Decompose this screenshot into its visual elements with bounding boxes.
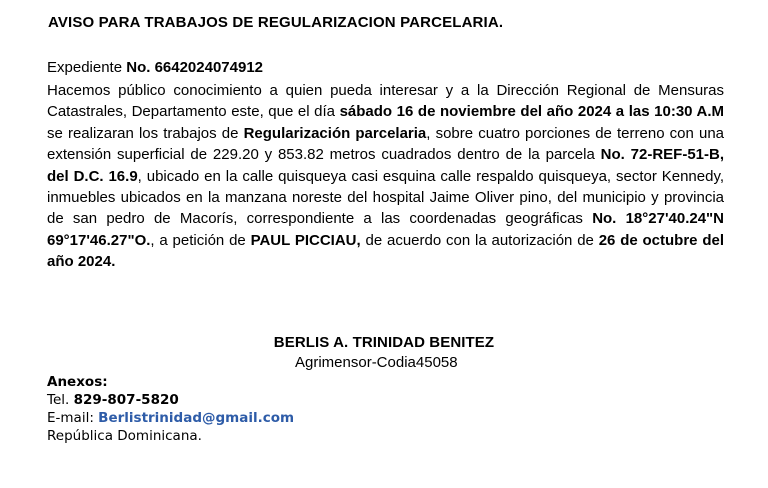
body-sentence-1: Hacemos público conocimiento a quien pueda interesar y a la Dirección Regional de Mensuras Catastrales, Departamento este, que el día bbox=[47, 82, 724, 121]
email-link[interactable]: Berlistrinidad@gmail.com bbox=[98, 410, 295, 426]
expediente-label: Expediente bbox=[47, 59, 123, 76]
work-type: Regularización parcelaria bbox=[243, 124, 427, 142]
anexos-heading: Anexos: bbox=[47, 374, 108, 390]
coordinates: No. 18°27'40.24"N 69°17'46.27"O. bbox=[47, 210, 725, 249]
signer-role: Agrimensor-Codia45058 bbox=[295, 354, 458, 371]
body-sentence-5: , a petición de bbox=[150, 231, 246, 249]
expediente-line bbox=[47, 59, 263, 76]
notice-body bbox=[47, 80, 724, 273]
body-sentence-3: , sobre cuatro porciones de terreno con una extensión superficial de 229.20 y 853.82 metros cuadrados dentro de la parcela bbox=[47, 124, 724, 164]
phone-line bbox=[47, 392, 179, 408]
email-line bbox=[47, 410, 294, 426]
body-sentence-4: , ubicado en la calle quisqueya casi esquina calle respaldo quisqueya, sector Kennedy, inmuebles ubicados en la manzana noreste del hospital Jaime Oliver pino, del municipio y provincia de san pedro de Macorís, correspondiente a las coordenadas geográficas bbox=[47, 167, 724, 228]
expediente-number: No. 6642024074912 bbox=[126, 59, 264, 76]
parcel-number: No. 72-REF-51-B, del D.C. 16.9 bbox=[47, 146, 725, 185]
email-label: E-mail: bbox=[47, 410, 94, 426]
authorization-date: 26 de octubre del año 2024. bbox=[47, 231, 725, 271]
body-sentence-2: se realizaran los trabajos de bbox=[47, 124, 239, 142]
signer-name: BERLIS A. TRINIDAD BENITEZ bbox=[273, 334, 495, 351]
phone-label: Tel. bbox=[47, 392, 70, 408]
petitioner-name: PAUL PICCIAU, bbox=[250, 231, 361, 249]
country-line: República Dominicana. bbox=[47, 428, 202, 444]
phone-number[interactable]: 829-807-5820 bbox=[73, 392, 179, 408]
body-sentence-6: de acuerdo con la autorización de bbox=[365, 231, 594, 249]
work-date: sábado 16 de noviembre del año 2024 a las 10:30 A.M bbox=[339, 103, 725, 121]
notice-title: AVISO PARA TRABAJOS DE REGULARIZACION PARCELARIA. bbox=[48, 14, 504, 31]
